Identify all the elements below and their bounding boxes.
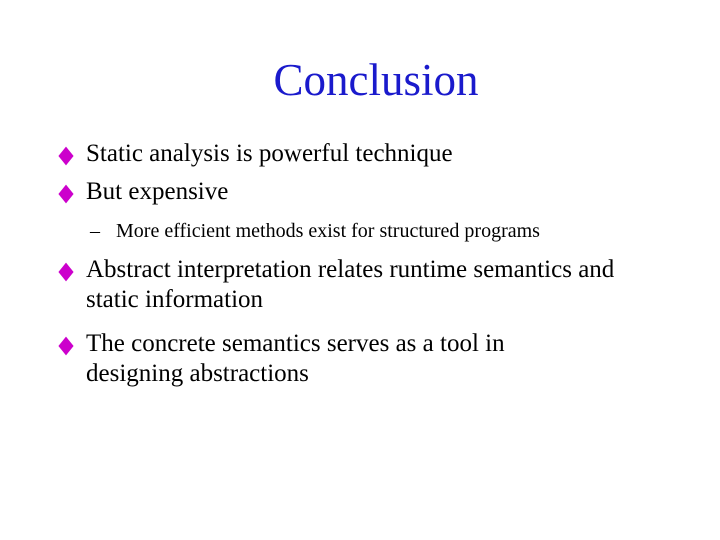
- bullet-text: The concrete semantics serves as a tool in designing abstractions: [86, 330, 505, 387]
- diamond-icon: [58, 337, 73, 356]
- bullet-text: Abstract interpretation relates runtime semantics and static information: [86, 256, 615, 313]
- dash-marker: –: [90, 220, 100, 242]
- diamond-icon: [58, 185, 73, 204]
- bullet-item: [54, 139, 694, 169]
- sub-bullet-text: More efficient methods exist for structured programs: [116, 220, 540, 242]
- diamond-icon: [58, 147, 73, 166]
- bullet-item: [54, 255, 654, 315]
- diamond-icon: [58, 263, 73, 282]
- bullet-item: [54, 329, 574, 389]
- bullet-item: [54, 177, 694, 207]
- sub-bullet-item: [90, 219, 690, 243]
- slide-title: Conclusion: [273, 55, 479, 105]
- bullet-text: Static analysis is powerful technique: [86, 140, 453, 167]
- bullet-text: But expensive: [86, 178, 229, 205]
